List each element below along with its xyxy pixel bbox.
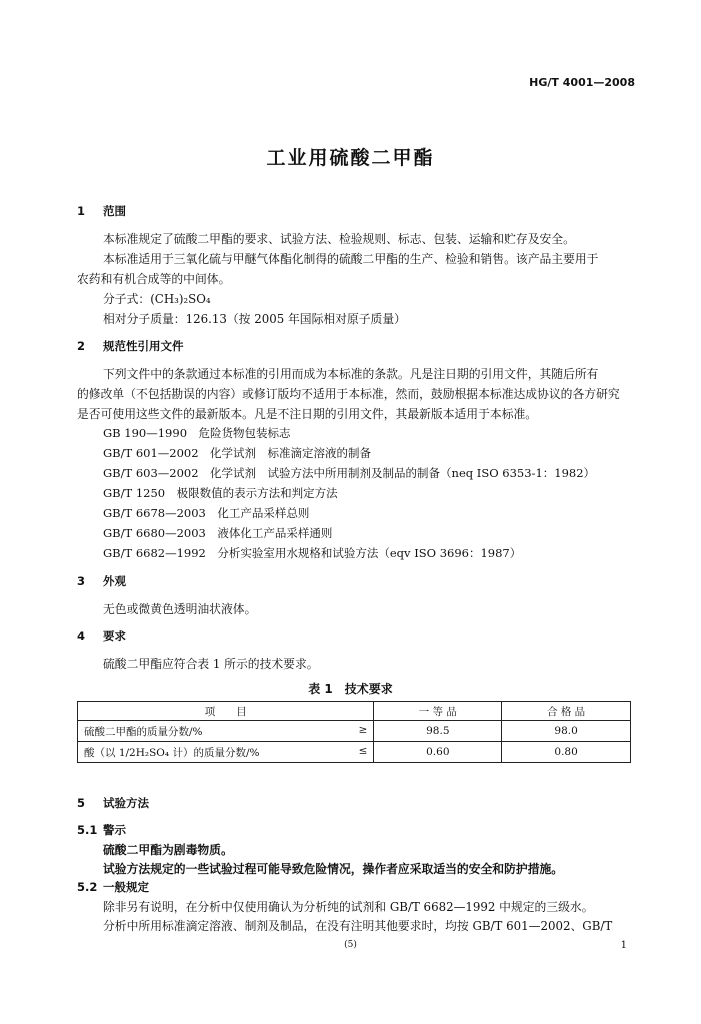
value-qualified-grade: 0.80: [502, 742, 631, 763]
reference-item: GB/T 601—2002 化学试剂 标准滴定溶液的制备: [103, 446, 372, 460]
section-title: 警示: [103, 823, 126, 837]
requirements-table: [77, 701, 631, 763]
section-number: 5.1: [77, 823, 98, 837]
section-title: 外观: [103, 574, 126, 588]
section-title: 要求: [103, 629, 126, 643]
reference-item: GB/T 6678—2003 化工产品采样总则: [103, 506, 310, 520]
footer-sequence: (5): [344, 940, 357, 950]
row-item-label: 硫酸二甲酯的质量分数/%: [84, 725, 203, 738]
header-grade-first: 一 等 品: [374, 702, 502, 721]
section-1-heading: [77, 203, 126, 219]
comparison-symbol: ≥: [358, 723, 368, 736]
value-first-grade: 0.60: [374, 742, 502, 763]
general-rule-2: 分析中所用标准滴定溶液、制剂及制品，在没有注明其他要求时，均按 GB/T 601—2002、GB/T: [103, 919, 613, 933]
section-4-heading: [77, 628, 126, 644]
row-item-cell: [78, 742, 374, 763]
reference-item: GB/T 1250 极限数值的表示方法和判定方法: [103, 486, 338, 500]
section-3-heading: [77, 573, 126, 589]
molecular-mass: 相对分子质量：126.13（按 2005 年国际相对原子质量）: [103, 312, 406, 326]
reference-item: GB/T 6682—1992 分析实验室用水规格和试验方法（eqv ISO 3696：1987）: [103, 546, 522, 560]
general-rule-1: 除非另有说明，在分析中仅使用确认为分析纯的试剂和 GB/T 6682—1992 中规定的三级水。: [103, 900, 594, 914]
s2-paragraph-line-1: 下列文件中的条款通过本标准的引用而成为本标准的条款。凡是注日期的引用文件，其随后所有: [103, 367, 599, 381]
table-row: [78, 721, 631, 742]
s2-paragraph-line-2: 的修改单（不包括勘误的内容）或修订版均不适用于本标准，然而，鼓励根据本标准达成协议的各方研究: [77, 387, 620, 401]
s1-paragraph-1: 本标准规定了硫酸二甲酯的要求、试验方法、检验规则、标志、包装、运输和贮存及安全。: [103, 232, 575, 246]
page-number: 1: [620, 940, 627, 951]
table-header-row: [78, 702, 631, 721]
document-title: 工业用硫酸二甲酯: [266, 147, 435, 169]
reference-item: GB/T 603—2002 化学试剂 试验方法中所用制剂及制品的制备（neq ISO 6353-1：1982）: [103, 466, 596, 480]
section-title: 规范性引用文件: [103, 339, 184, 353]
s1-paragraph-2-line-2: 农药和有机合成等的中间体。: [77, 272, 231, 286]
section-number: 2: [77, 339, 86, 353]
warning-text-1: 硫酸二甲酯为剧毒物质。: [103, 843, 233, 857]
reference-item: GB/T 6680—2003 液体化工产品采样通则: [103, 526, 333, 540]
section-title: 范围: [103, 204, 126, 218]
molecular-formula: 分子式：(CH₃)₂SO₄: [103, 292, 211, 306]
s3-paragraph: 无色或微黄色透明油状液体。: [103, 602, 257, 616]
section-title: 试验方法: [103, 796, 149, 810]
value-qualified-grade: 98.0: [502, 721, 631, 742]
section-2-heading: [77, 338, 184, 354]
section-number: 4: [77, 629, 86, 643]
section-5-2-heading: [77, 879, 149, 895]
header-grade-qualified: 合 格 品: [502, 702, 631, 721]
comparison-symbol: ≤: [358, 744, 368, 757]
section-5-1-heading: [77, 822, 126, 838]
section-title: 一般规定: [103, 880, 149, 894]
s1-paragraph-2-line-1: 本标准适用于三氧化硫与甲醚气体酯化制得的硫酸二甲酯的生产、检验和销售。该产品主要用于: [103, 252, 599, 266]
header-item: 项 目: [78, 702, 374, 721]
section-number: 5.2: [77, 880, 98, 894]
section-5-heading: [77, 795, 149, 811]
warning-text-2: 试验方法规定的一些试验过程可能导致危险情况，操作者应采取适当的安全和防护措施。: [103, 862, 564, 876]
value-first-grade: 98.5: [374, 721, 502, 742]
table-caption: 表 1 技术要求: [308, 682, 393, 696]
row-item-label: 酸（以 1/2H₂SO₄ 计）的质量分数/%: [84, 746, 260, 759]
standard-code: HG/T 4001—2008: [529, 76, 635, 89]
table-row: [78, 742, 631, 763]
s2-paragraph-line-3: 是否可使用这些文件的最新版本。凡是不注日期的引用文件，其最新版本适用于本标准。: [77, 407, 538, 421]
section-number: 1: [77, 204, 86, 218]
section-number: 5: [77, 796, 86, 810]
reference-item: GB 190—1990 危险货物包装标志: [103, 426, 291, 440]
section-number: 3: [77, 574, 86, 588]
s4-paragraph: 硫酸二甲酯应符合表 1 所示的技术要求。: [103, 657, 319, 671]
row-item-cell: [78, 721, 374, 742]
